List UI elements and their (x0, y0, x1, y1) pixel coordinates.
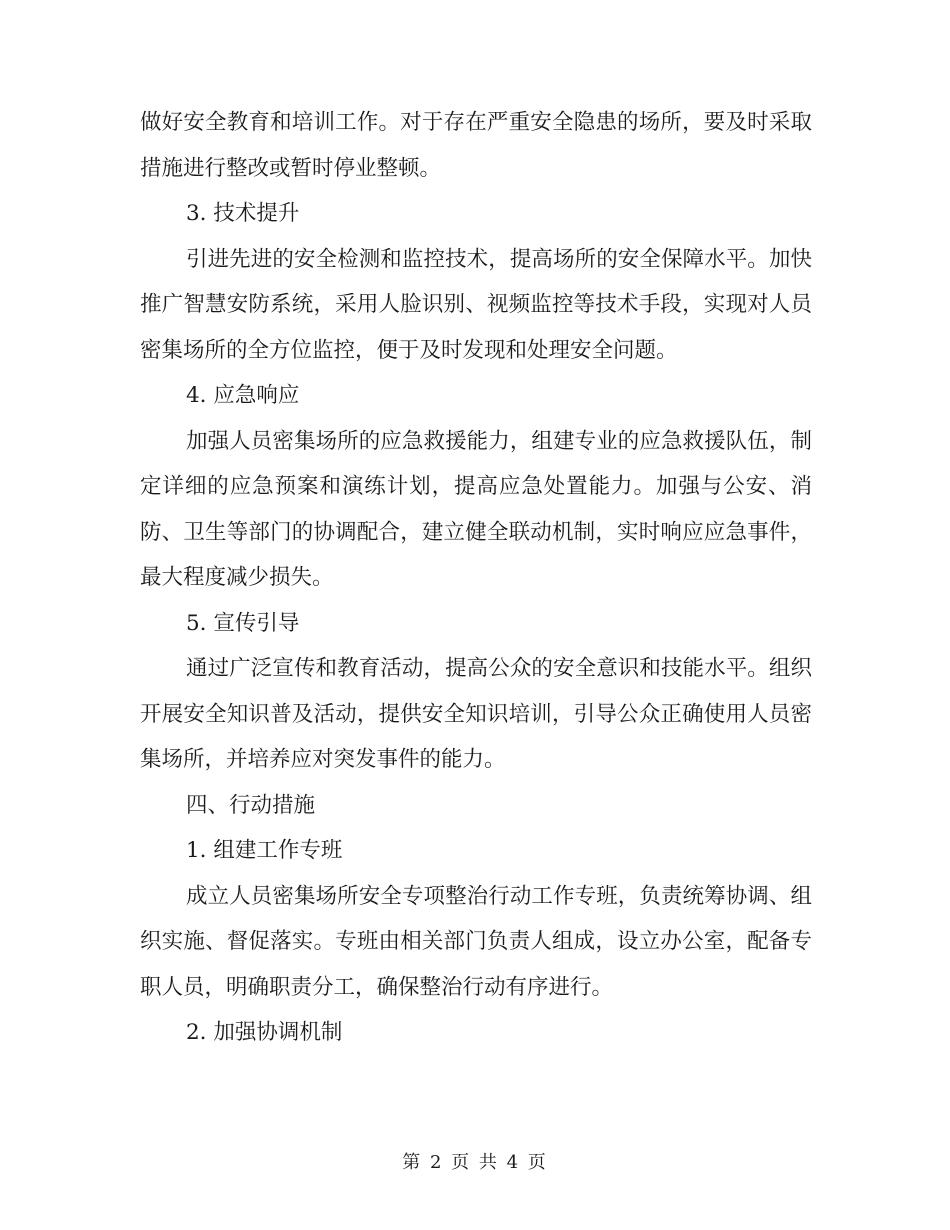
heading-task-force: 1. 组建工作专班 (186, 838, 343, 863)
paragraph-technology: 引进先进的安全检测和监控技术，提高场所的安全保障水平。加快推广智慧安防系统，采用人脸识别、视频监控等技术手段，实现对人员密集场所的全方位监控，便于及时发现和处理安全问题。 (140, 246, 812, 363)
page-footer: 第 2 页 共 4 页 (402, 1152, 548, 1173)
paragraph-task-force: 成立人员密集场所安全专项整治行动工作专班，负责统筹协调、组织实施、督促落实。专班由相关部门负责人组成，设立办公室，配备专职人员，明确职责分工，确保整治行动有序进行。 (140, 883, 812, 1000)
section-heading-action-measures: 四、行动措施 (186, 792, 316, 818)
paragraph-continuation: 做好安全教育和培训工作。对于存在严重安全隐患的场所，要及时采取措施进行整改或暂时停业整顿。 (140, 110, 812, 181)
paragraph-publicity: 通过广泛宣传和教育活动，提高公众的安全意识和技能水平。组织开展安全知识普及活动，提供安全知识培训，引导公众正确使用人员密集场所，并培养应对突发事件的能力。 (140, 656, 812, 772)
heading-technology-upgrade: 3. 技术提升 (186, 201, 300, 226)
heading-coordination-mechanism: 2. 加强协调机制 (186, 1020, 343, 1045)
heading-emergency-response: 4. 应急响应 (186, 383, 300, 408)
heading-publicity-guidance: 5. 宣传引导 (186, 610, 300, 636)
document-body (140, 100, 812, 1056)
paragraph-emergency: 加强人员密集场所的应急救援能力，组建专业的应急救援队伍，制定详细的应急预案和演练计划，提高应急处置能力。加强与公安、消防、卫生等部门的协调配合，建立健全联动机制，实时响应应急事件，最大程度减少损失。 (140, 428, 812, 590)
